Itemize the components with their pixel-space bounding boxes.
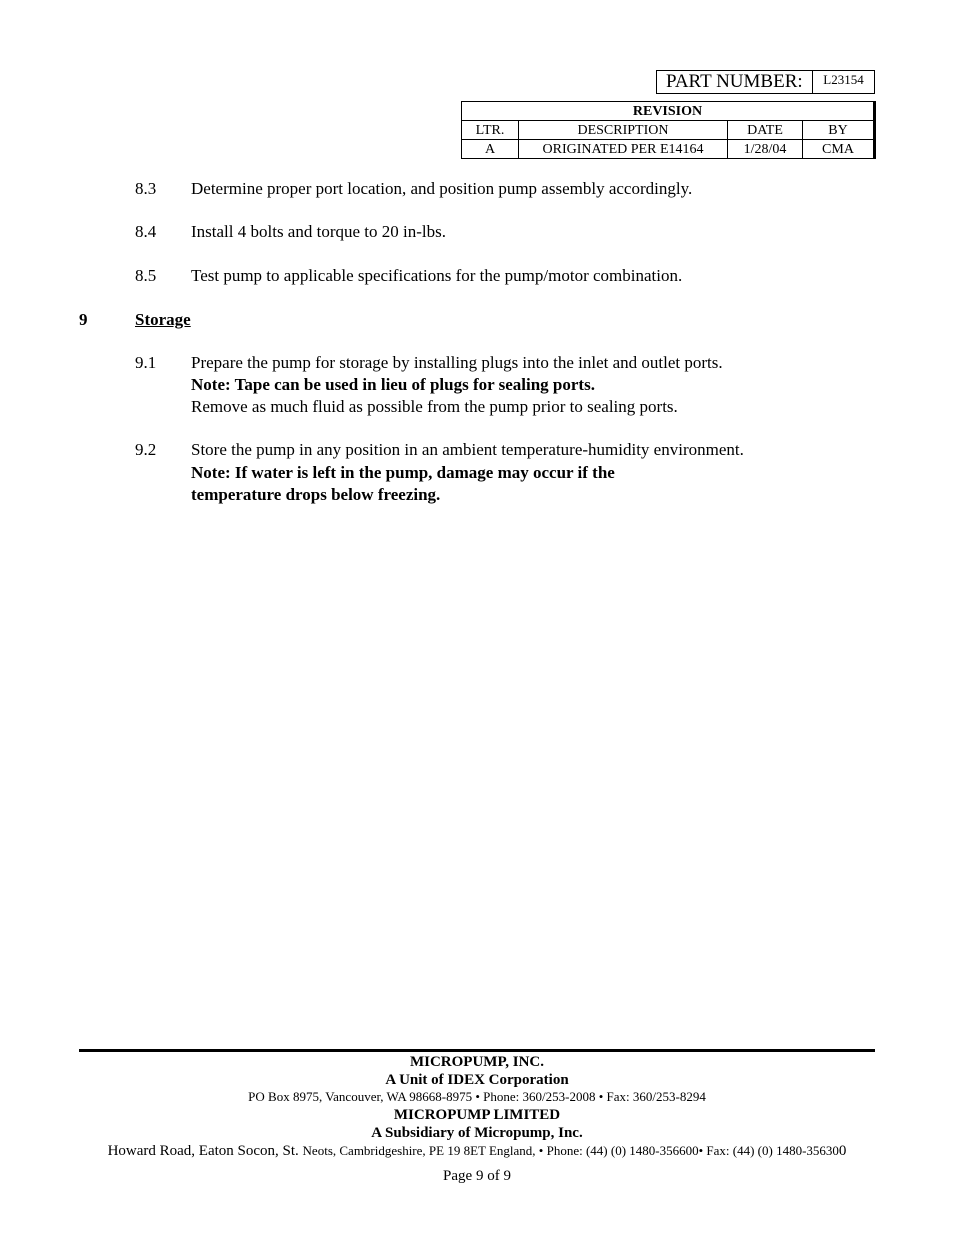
step-8-5-number: 8.5 [135,266,157,285]
revision-col-ltr: LTR. [462,121,519,140]
revision-date-cell: 1/28/04 [728,140,803,159]
revision-col-by: BY [803,121,875,140]
footer-uk-address-part-2: Neots, Cambridgeshire, PE 19 8ET England, • Phone: (44) (0) 1480-356600• Fax: (44) (0) 1480-35630 [302,1143,839,1158]
footer-rule [79,1049,875,1052]
footer-uk-address-part-3: 0 [838,1143,847,1159]
step-8-4-number: 8.4 [135,222,157,241]
page-number: Page 9 of 9 [443,1168,511,1184]
step-8-4-text: Install 4 bolts and torque to 20 in-lbs. [191,222,446,241]
step-9-1-note: Note: Tape can be used in lieu of plugs for sealing ports. [191,375,595,394]
revision-table [461,101,876,159]
revision-header-row [462,121,875,140]
step-8-3-text: Determine proper port location, and position pump assembly accordingly. [191,179,693,198]
step-8-3-number: 8.3 [135,179,157,198]
step-9-2-note-line-2: temperature drops below freezing. [191,485,441,504]
part-number-value: L23154 [823,72,864,87]
footer-uk-company: MICROPUMP LIMITED [393,1107,561,1123]
step-9-2-text: Store the pump in any position in an ambient temperature-humidity environment. [191,440,744,459]
step-8-5-text: Test pump to applicable specifications for the pump/motor combination. [191,266,683,285]
table-row [462,140,875,159]
part-number-label: PART NUMBER: [657,71,813,93]
part-number-box [656,70,875,94]
step-9-1-text-2: Remove as much fluid as possible from the pump prior to sealing ports. [191,397,678,416]
footer-uk-address [0,1142,954,1160]
footer-unit: A Unit of IDEX Corporation [385,1072,569,1088]
footer-subsidiary: A Subsidiary of Micropump, Inc. [371,1125,583,1141]
revision-col-date: DATE [728,121,803,140]
footer-uk-address-part-1: Howard Road, Eaton Socon, St. [107,1143,303,1159]
revision-description-cell: ORIGINATED PER E14164 [519,140,728,159]
section-9-title: Storage [135,310,191,329]
revision-ltr-cell: A [462,140,519,159]
step-9-2-note-line-1: Note: If water is left in the pump, damage may occur if the [191,463,615,482]
revision-col-description: DESCRIPTION [519,121,728,140]
footer-us-address: PO Box 8975, Vancouver, WA 98668-8975 • Phone: 360/253-2008 • Fax: 360/253-8294 [248,1089,706,1104]
revision-by-cell: CMA [803,140,875,159]
revision-title: REVISION [462,102,875,121]
footer-company: MICROPUMP, INC. [409,1054,545,1070]
section-9-number: 9 [79,310,88,329]
step-9-2-number: 9.2 [135,440,157,459]
step-9-1-number: 9.1 [135,353,157,372]
step-9-1-text: Prepare the pump for storage by installing plugs into the inlet and outlet ports. [191,353,723,372]
